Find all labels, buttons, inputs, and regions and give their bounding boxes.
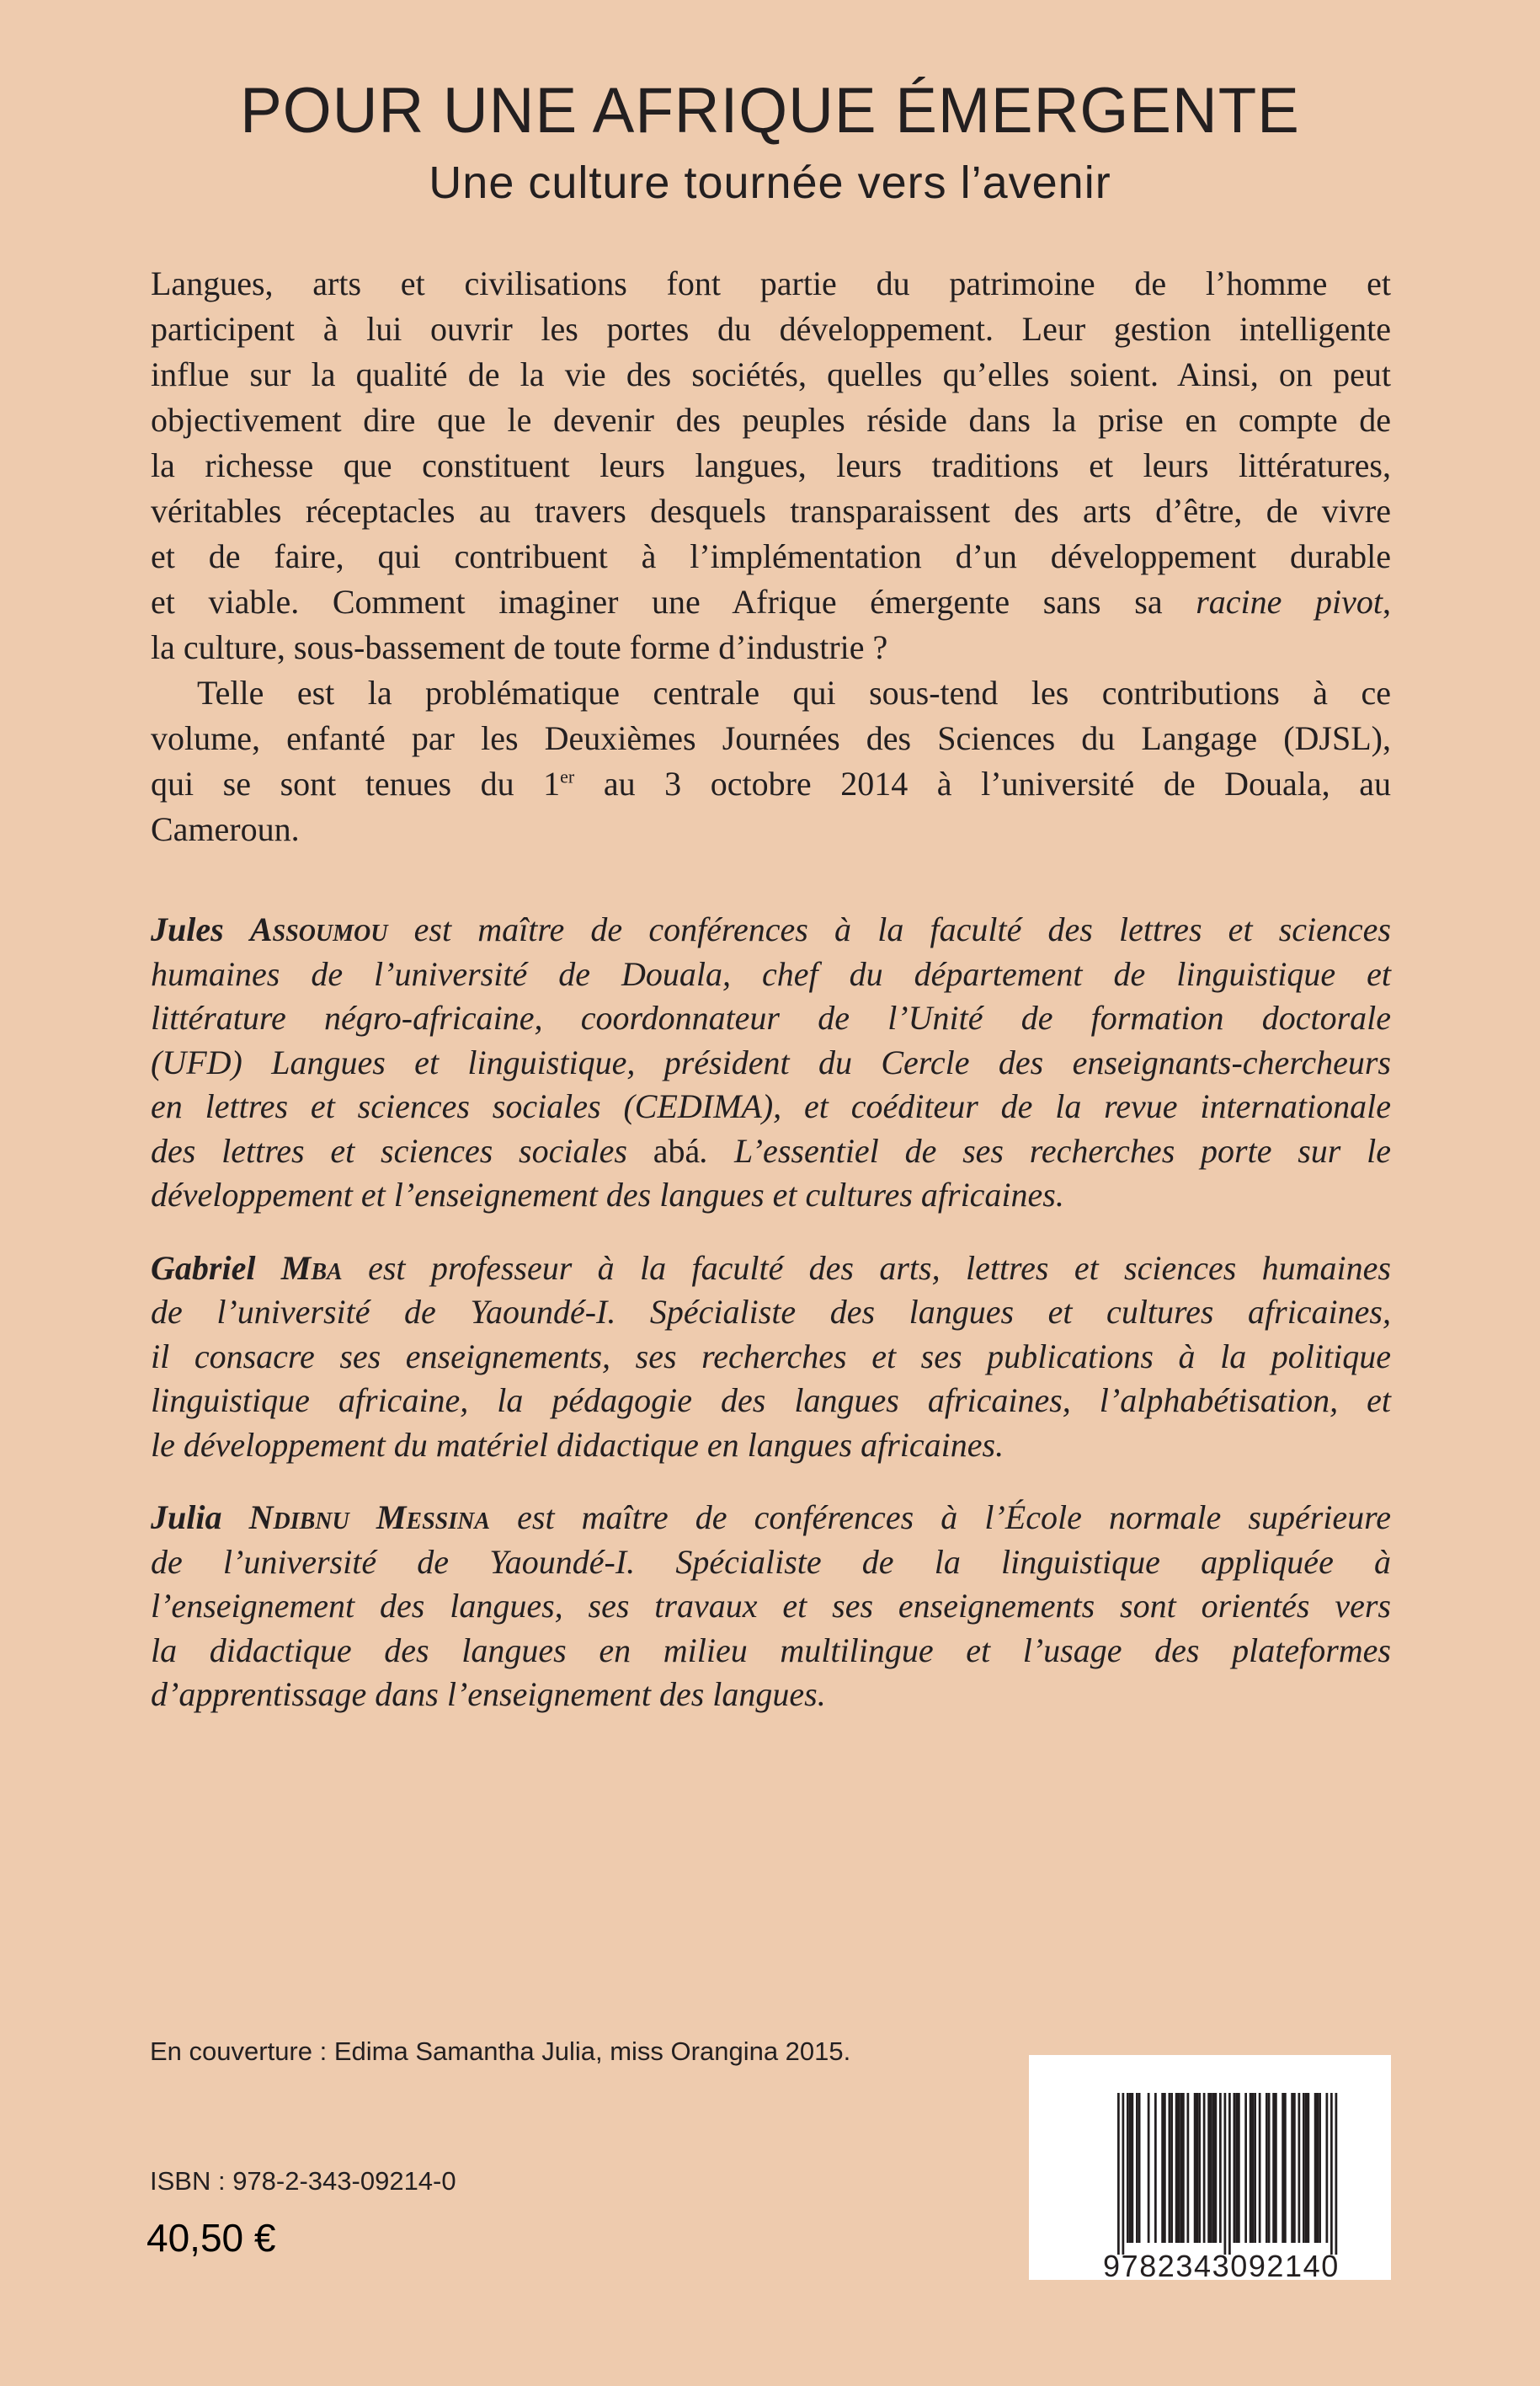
text-segment: est maître de conférences à la faculté des lettres et sciences xyxy=(387,910,1391,948)
barcode-bar xyxy=(1308,2093,1310,2243)
text-line xyxy=(151,443,1391,488)
barcode-bar xyxy=(1198,2093,1201,2243)
barcode xyxy=(1029,2055,1391,2280)
author-bio xyxy=(151,908,1391,1218)
barcode-bar xyxy=(1268,2093,1271,2243)
barcode-bar xyxy=(1235,2093,1238,2243)
text-line xyxy=(151,352,1391,398)
text-segment: d’apprentissage dans l’enseignement des langues. xyxy=(151,1675,826,1713)
barcode-bar xyxy=(1178,2093,1180,2243)
barcode-bar xyxy=(1305,2093,1308,2243)
barcode-bar xyxy=(1266,2093,1268,2243)
barcode-bar xyxy=(1161,2093,1164,2243)
barcode-bar xyxy=(1187,2093,1190,2243)
barcode-bar xyxy=(1117,2093,1120,2255)
text-segment: en lettres et sciences sociales (CEDIMA), et coéditeur de la revue internationale xyxy=(151,1087,1391,1125)
text-segment: humaines de l’université de Douala, chef du département de linguistique et xyxy=(151,954,1391,993)
text-line xyxy=(151,1290,1391,1335)
barcode-bar xyxy=(1298,2093,1301,2243)
author-name: Gabriel xyxy=(151,1248,281,1287)
text-segment: et viable. Comment imaginer une Afrique émergente sans sa xyxy=(151,583,1196,621)
text-segment: le développement du matériel didactique en langues africaines. xyxy=(151,1425,1004,1464)
text-line xyxy=(151,1496,1391,1540)
back-cover-text xyxy=(151,261,1391,1717)
book-subtitle: Une culture tournée vers l’avenir xyxy=(429,157,1111,208)
blurb-paragraph xyxy=(151,670,1391,852)
text-line xyxy=(151,1584,1391,1629)
barcode-bar xyxy=(1219,2093,1222,2243)
text-line xyxy=(151,579,1391,625)
text-line xyxy=(151,1085,1391,1129)
text-line xyxy=(151,716,1391,761)
barcode-bar xyxy=(1319,2093,1321,2243)
text-line xyxy=(151,398,1391,443)
text-line xyxy=(151,1246,1391,1291)
isbn: ISBN : 978-2-343-09214-0 xyxy=(150,2166,456,2196)
text-segment: er xyxy=(560,766,575,787)
barcode-digits: 9782343092140 xyxy=(1103,2249,1339,2280)
barcode-bar xyxy=(1127,2093,1129,2243)
barcode-bar xyxy=(1196,2093,1199,2243)
text-segment: de l’université de Yaoundé-I. Spécialiste des langues et cultures africaines, xyxy=(151,1293,1391,1331)
barcode-bar xyxy=(1291,2093,1293,2243)
barcode-bar xyxy=(1326,2093,1329,2243)
author-name: Assoumou xyxy=(249,910,388,948)
text-segment: est maître de conférences à l’École normale supérieure xyxy=(490,1498,1391,1536)
text-line xyxy=(151,307,1391,352)
text-segment: , xyxy=(1383,583,1392,621)
text-line xyxy=(151,534,1391,579)
author-bios xyxy=(151,908,1391,1717)
barcode-bar xyxy=(1275,2093,1277,2243)
text-line xyxy=(151,1173,1391,1218)
author-name: Mba xyxy=(280,1248,343,1287)
text-line xyxy=(151,1540,1391,1585)
text-segment: véritables réceptacles au travers desquels transparaissent des arts d’être, de vivre xyxy=(151,492,1391,530)
barcode-bar xyxy=(1136,2093,1138,2243)
text-line xyxy=(151,1041,1391,1086)
book-title: POUR UNE AFRIQUE ÉMERGENTE xyxy=(240,75,1300,147)
barcode-bar xyxy=(1254,2093,1256,2243)
barcode-bar xyxy=(1164,2093,1166,2243)
text-segment: Telle est la problématique centrale qui sous-tend les contributions à ce xyxy=(197,674,1391,712)
barcode-bar xyxy=(1129,2093,1132,2243)
barcode-bar xyxy=(1210,2093,1212,2243)
barcode-bar xyxy=(1203,2093,1206,2243)
barcode-bar xyxy=(1148,2093,1150,2243)
text-segment: Langues, arts et civilisations font partie du patrimoine de l’homme et xyxy=(151,264,1391,302)
barcode-bar xyxy=(1293,2093,1296,2243)
barcode-graphic xyxy=(1029,2055,1391,2280)
text-segment: Cameroun. xyxy=(151,810,300,848)
barcode-bar xyxy=(1284,2093,1287,2243)
text-line xyxy=(151,488,1391,534)
text-segment: de l’université de Yaoundé-I. Spécialiste de la linguistique appliquée à xyxy=(151,1542,1391,1581)
text-line xyxy=(151,996,1391,1041)
text-line xyxy=(151,1673,1391,1717)
text-segment: l’enseignement des langues, ses travaux et ses enseignements sont orientés vers xyxy=(151,1587,1391,1625)
barcode-bar xyxy=(1303,2093,1305,2243)
text-segment: la culture, sous-bassement de toute forme d’industrie ? xyxy=(151,628,888,666)
author-name: Ndibnu Messina xyxy=(248,1498,491,1536)
text-line xyxy=(151,1335,1391,1380)
text-line xyxy=(151,953,1391,997)
text-line xyxy=(151,261,1391,307)
text-segment: abá xyxy=(653,1131,701,1170)
barcode-bar xyxy=(1314,2093,1317,2243)
text-segment: la richesse que constituent leurs langues, leurs traditions et leurs littératures, xyxy=(151,446,1391,484)
barcode-bar xyxy=(1138,2093,1141,2243)
text-segment: racine pivot xyxy=(1196,583,1383,621)
price: 40,50 € xyxy=(147,2216,276,2260)
barcode-bar xyxy=(1272,2093,1275,2243)
text-line xyxy=(151,625,1391,670)
text-segment: est professeur à la faculté des arts, lettres et sciences humaines xyxy=(342,1248,1391,1287)
barcode-bar xyxy=(1244,2093,1247,2243)
barcode-bar xyxy=(1207,2093,1210,2243)
text-segment: linguistique africaine, la pédagogie des langues africaines, l’alphabétisation, et xyxy=(151,1381,1391,1419)
barcode-bar xyxy=(1234,2093,1236,2243)
barcode-bar xyxy=(1170,2093,1173,2243)
barcode-bar xyxy=(1182,2093,1185,2243)
text-segment: . L’essentiel de ses recherches porte sur le xyxy=(700,1131,1392,1170)
barcode-bar xyxy=(1317,2093,1319,2243)
text-line xyxy=(151,670,1391,716)
barcode-bar xyxy=(1250,2093,1252,2243)
text-segment: développement et l’enseignement des langues et cultures africaines. xyxy=(151,1176,1064,1214)
text-segment: (UFD) Langues et linguistique, président du Cercle des enseignants-chercheurs xyxy=(151,1043,1391,1081)
text-line xyxy=(151,761,1391,807)
text-segment: littérature négro-africaine, coordonnateur de l’Unité de formation doctorale xyxy=(151,999,1391,1037)
barcode-bar xyxy=(1228,2093,1231,2255)
barcode-bar xyxy=(1330,2093,1333,2255)
blurb-paragraph xyxy=(151,261,1391,670)
barcode-bar xyxy=(1215,2093,1218,2243)
barcode-bar xyxy=(1335,2093,1338,2255)
barcode-bar xyxy=(1224,2093,1227,2255)
text-line xyxy=(151,1423,1391,1468)
author-bio xyxy=(151,1246,1391,1468)
text-segment: au 3 octobre 2014 à l’université de Douala, au xyxy=(574,765,1391,803)
text-line xyxy=(151,908,1391,953)
author-bio xyxy=(151,1496,1391,1717)
text-segment: des lettres et sciences sociales xyxy=(151,1131,653,1170)
barcode-bar xyxy=(1194,2093,1196,2243)
barcode-bar xyxy=(1238,2093,1240,2243)
text-segment: et de faire, qui contribuent à l’implémentation d’un développement durable xyxy=(151,537,1391,575)
text-segment: qui se sont tenues du 1 xyxy=(151,765,561,803)
barcode-bar xyxy=(1132,2093,1134,2243)
text-line xyxy=(151,807,1391,852)
barcode-bar xyxy=(1180,2093,1182,2243)
text-line xyxy=(151,1629,1391,1673)
author-name: Julia xyxy=(151,1498,249,1536)
barcode-bar xyxy=(1282,2093,1284,2243)
barcode-bar xyxy=(1122,2093,1125,2255)
text-segment: objectivement dire que le devenir des peuples réside dans la prise en compte de xyxy=(151,401,1391,439)
barcode-bar xyxy=(1212,2093,1215,2243)
text-segment: la didactique des langues en milieu multilingue et l’usage des plateformes xyxy=(151,1631,1391,1669)
barcode-bar xyxy=(1175,2093,1178,2243)
text-segment: participent à lui ouvrir les portes du développement. Leur gestion intelligente xyxy=(151,310,1391,348)
cover-credit: En couverture : Edima Samantha Julia, miss Orangina 2015. xyxy=(150,2036,851,2066)
barcode-bar xyxy=(1154,2093,1157,2243)
blurb xyxy=(151,261,1391,852)
barcode-bar xyxy=(1252,2093,1255,2243)
barcode-bar xyxy=(1259,2093,1261,2243)
text-line xyxy=(151,1379,1391,1423)
text-segment: il consacre ses enseignements, ses recherches et ses publications à la politique xyxy=(151,1337,1391,1375)
author-name: Jules xyxy=(151,910,250,948)
text-segment: volume, enfanté par les Deuxièmes Journées des Sciences du Langage (DJSL), xyxy=(151,719,1391,757)
text-line xyxy=(151,1129,1391,1174)
text-segment: influe sur la qualité de la vie des sociétés, quelles qu’elles soient. Ainsi, on peut xyxy=(151,355,1391,393)
barcode-bar xyxy=(1169,2093,1171,2243)
